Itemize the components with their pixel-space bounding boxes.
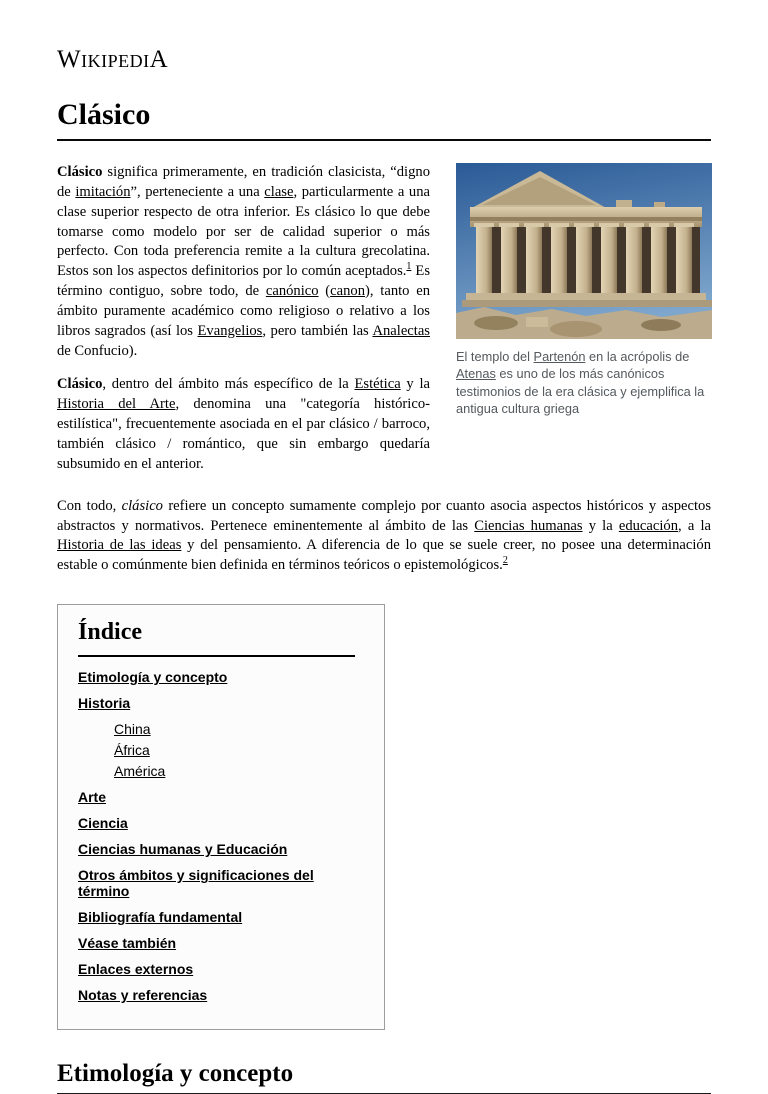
wikipedia-wordmark: WikipediA (57, 46, 169, 73)
reference-superscript (503, 555, 508, 566)
toc-item (78, 935, 364, 951)
text-run: ”, perteneciente a una (130, 183, 265, 200)
wiki-link[interactable]: Estética (354, 376, 401, 393)
intro-text-column (57, 163, 430, 489)
toc-item (78, 695, 364, 711)
toc-title: Índice (78, 619, 355, 657)
toc-link[interactable]: Arte (78, 789, 107, 806)
toc-list (78, 669, 364, 1003)
paragraph-2 (57, 375, 430, 474)
parthenon-illustration (456, 163, 712, 339)
toc-item (78, 815, 364, 831)
toc-link[interactable]: China (114, 721, 151, 738)
text-run: ( (318, 283, 331, 300)
toc-item (78, 961, 364, 977)
toc-item (114, 721, 364, 737)
toc-link[interactable]: Enlaces externos (78, 961, 194, 978)
text-run: en la acrópolis de (585, 349, 690, 364)
text-run: y la (582, 517, 619, 534)
table-of-contents (57, 604, 385, 1030)
page-title: Clásico (57, 98, 711, 141)
wiki-link[interactable]: Ciencias humanas (474, 517, 583, 534)
toc-link[interactable]: África (114, 742, 150, 759)
wiki-link[interactable]: Atenas (456, 366, 496, 382)
figure-caption (456, 348, 712, 417)
toc-link[interactable]: América (114, 763, 166, 780)
text-run: , particularmente a una clase superior respecto de otra inferior. Es clásico lo que debe tomarse como modelo por ser de calidad superior o más perfecto. Con toda preferencia remite a la cultura grecolatina. Estos son los aspectos definitorios por lo común aceptados. (57, 183, 430, 280)
text-run: , dentro del ámbito más específico de la (102, 376, 355, 393)
wiki-link[interactable]: educación (618, 517, 679, 534)
wiki-link[interactable]: Historia del Arte (57, 396, 176, 413)
text-run: de Confucio). (57, 342, 138, 359)
reference-link[interactable]: 2 (502, 555, 508, 567)
toc-link[interactable]: Ciencias humanas y Educación (78, 841, 288, 858)
toc-link[interactable]: Notas y referencias (78, 987, 208, 1004)
wiki-link[interactable]: canon (330, 283, 366, 300)
toc-item (114, 742, 364, 758)
parthenon-photo (456, 163, 712, 417)
paragraph-1 (57, 163, 430, 361)
wiki-link[interactable]: Evangelios (197, 322, 263, 339)
text-run: Clásico (57, 376, 103, 393)
text-run: ), tanto en ámbito puramente académico como religioso o relativo a los libros sagrados (así los (57, 283, 430, 339)
toc-item (78, 841, 364, 857)
toc-item (78, 789, 364, 805)
lead-continuation (57, 497, 711, 576)
figure-column (456, 163, 712, 489)
toc-link[interactable]: Véase también (78, 935, 177, 952)
text-run: El templo del (456, 349, 534, 364)
wiki-link[interactable]: canónico (265, 283, 319, 300)
wiki-link[interactable]: Analectas (372, 322, 430, 339)
toc-link[interactable]: Otros ámbitos y significaciones del término (78, 867, 314, 900)
toc-link[interactable]: Historia (78, 695, 131, 712)
text-run: Con todo, (57, 497, 122, 514)
text-run: es uno de los más canónicos testimonios de la era clásica y ejemplifica la antigua cultura griega (456, 366, 705, 416)
intro-columns (57, 163, 711, 489)
wiki-link[interactable]: clase (264, 183, 294, 200)
wiki-link[interactable]: imitación (75, 183, 131, 200)
toc-item (78, 867, 364, 899)
text-run: significa primeramente, en tradición clasicista, “digno de (57, 164, 430, 200)
toc-link[interactable]: Ciencia (78, 815, 128, 832)
reference-link[interactable]: 1 (406, 261, 412, 273)
wiki-link[interactable]: Partenón (533, 349, 586, 364)
paragraph-3 (57, 497, 711, 576)
section-heading-etimologia: Etimología y concepto (57, 1060, 711, 1094)
toc-item (78, 669, 364, 685)
toc-link[interactable]: Bibliografía fundamental (78, 909, 243, 926)
toc-link[interactable]: Etimología y concepto (78, 669, 228, 686)
text-run: , denomina una "categoría histórico-estilística", frecuentemente asociada en el par clásico / barroco, también clásico / romántico, que sin embargo quedaría subsumido en el anterior. (57, 396, 430, 472)
toc-item (78, 987, 364, 1003)
text-run: y del pensamiento. A diferencia de lo que se suele creer, no posee una determinación estable o comúnmente bien definida en términos teóricos o epistemológicos. (57, 537, 711, 574)
text-run: y la (400, 376, 430, 393)
text-run: , a la (678, 517, 711, 534)
wiki-link[interactable]: Historia de las ideas (57, 537, 182, 554)
text-run: , pero también las (262, 322, 373, 339)
toc-item (114, 763, 364, 779)
text-run: Es término contiguo, sobre todo, de (57, 263, 431, 300)
text-run: Clásico (57, 164, 103, 180)
toc-item (78, 909, 364, 925)
text-run: refiere un concepto sumamente complejo por cuanto asocia aspectos históricos y aspectos abstractos y normativos. Pertenece eminentemente al ámbito de las (57, 497, 711, 534)
text-run: clásico (121, 497, 163, 514)
